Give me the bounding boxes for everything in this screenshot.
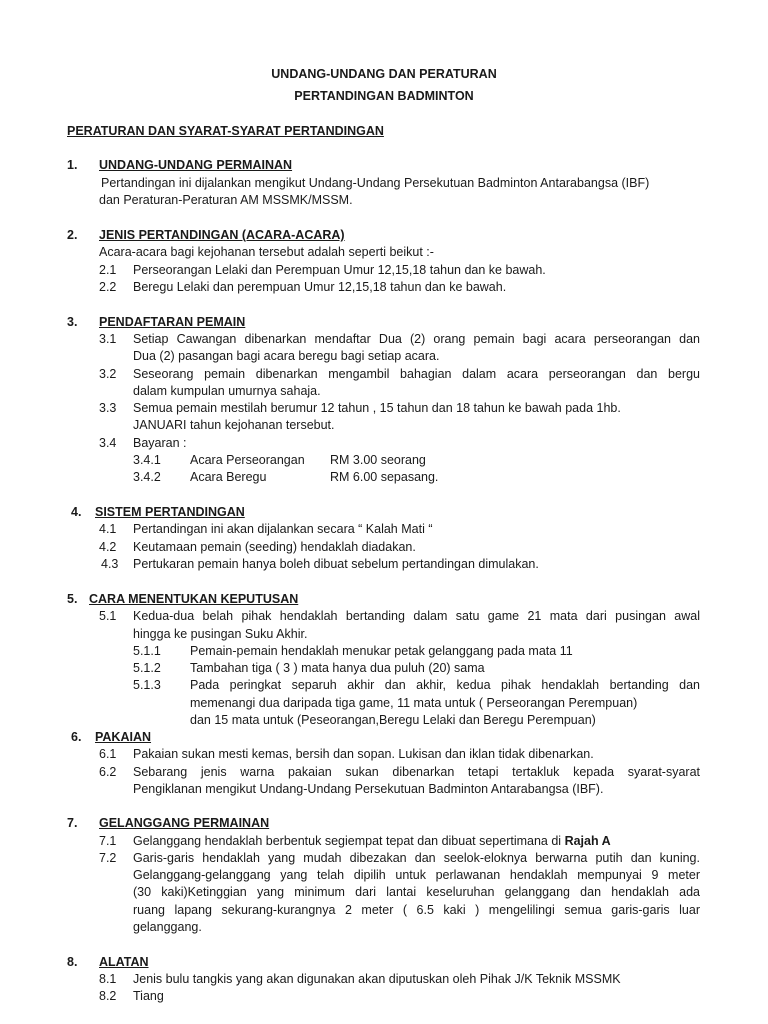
- fee-3-4-2-amount: RM 6.00 sepasang.: [330, 470, 439, 484]
- item-6-2-number: 6.2: [99, 765, 117, 779]
- item-4-1-number: 4.1: [99, 522, 117, 536]
- item-8-2-text: Tiang: [133, 989, 164, 1003]
- item-7-1-number: 7.1: [99, 834, 117, 848]
- item-3-3-text-line-1: Semua pemain mestilah berumur 12 tahun , 15 tahun dan 18 tahun ke bawah pada 1hb.: [133, 401, 621, 415]
- section-7-title: GELANGGANG PERMAINAN: [99, 816, 270, 830]
- item-2-1-text: Perseorangan Lelaki dan Perempuan Umur 12,15,18 tahun dan ke bawah.: [133, 263, 546, 277]
- item-3-4-text: Bayaran :: [133, 436, 187, 450]
- item-4-2-text: Keutamaan pemain (seeding) hendaklah diadakan.: [133, 540, 416, 554]
- item-4-1-text: Pertandingan ini akan dijalankan secara “ Kalah Mati “: [133, 522, 433, 536]
- item-3-2-number: 3.2: [99, 367, 117, 381]
- section-2-title: JENIS PERTANDINGAN (ACARA-ACARA): [99, 228, 345, 242]
- item-4-3-text: Pertukaran pemain hanya boleh dibuat sebelum pertandingan dimulakan.: [133, 557, 539, 571]
- item-3-1-text-line-1: Setiap Cawangan dibenarkan mendaftar Dua (2) orang pemain bagi acara perseorangan dan: [133, 332, 700, 346]
- section-3-title: PENDAFTARAN PEMAIN: [99, 315, 246, 329]
- section-5-title: CARA MENENTUKAN KEPUTUSAN: [89, 592, 299, 606]
- item-6-2-text-line-1: Sebarang jenis warna pakaian sukan dibenarkan tetapi tertakluk kepada syarat-syarat: [133, 765, 700, 779]
- section-8-title: ALATAN: [99, 955, 149, 969]
- fee-3-4-2-number: 3.4.2: [133, 470, 161, 484]
- item-3-1-text-line-2: Dua (2) pasangan bagi acara beregu bagi setiap acara.: [133, 349, 440, 363]
- item-2-1-number: 2.1: [99, 263, 117, 277]
- item-3-2-text-line-1: Seseorang pemain dibenarkan mengambil bahagian dalam acara perseorangan dan bergu: [133, 367, 700, 381]
- section-2-number: 2.: [67, 228, 78, 242]
- item-5-1-text-line-1: Kedua-dua belah pihak hendaklah bertanding dalam satu game 21 mata dari pusingan awal: [133, 609, 700, 623]
- section-1-number: 1.: [67, 158, 78, 172]
- doc-title-line-1: UNDANG-UNDANG DAN PERATURAN: [271, 67, 497, 81]
- fee-3-4-1-amount: RM 3.00 seorang: [330, 453, 426, 467]
- section-1-body-line-1: Pertandingan ini dijalankan mengikut Undang-Undang Persekutuan Badminton Antarabangsa (IBF): [101, 176, 650, 190]
- item-7-1-text-main: Gelanggang hendaklah berbentuk segiempat tepat dan dibuat sepertimana di: [133, 834, 562, 848]
- item-7-1-text: [133, 833, 611, 850]
- item-8-2-number: 8.2: [99, 989, 117, 1003]
- item-3-3-number: 3.3: [99, 401, 117, 415]
- item-6-1-number: 6.1: [99, 747, 117, 761]
- item-8-1-text: Jenis bulu tangkis yang akan digunakan akan diputuskan oleh Pihak J/K Teknik MSSMK: [133, 972, 621, 986]
- fee-3-4-2-label: Acara Beregu: [190, 470, 267, 484]
- item-7-2-text-line-4: ruang lapang sekurang-kurangnya 2 meter ( 6.5 kaki ) mengelilingi semua garis-garis luar: [133, 903, 700, 917]
- item-5-1-text-line-2: hingga ke pusingan Suku Akhir.: [133, 627, 308, 641]
- section-1-title: UNDANG-UNDANG PERMAINAN: [99, 158, 293, 172]
- item-7-2-number: 7.2: [99, 851, 117, 865]
- section-8-number: 8.: [67, 955, 78, 969]
- item-5-1-3-text-line-2: memenangi dua daripada tiga game, 11 mata untuk ( Perseorangan Perempuan): [190, 696, 638, 710]
- fee-3-4-1-label: Acara Perseorangan: [190, 453, 305, 467]
- fee-3-4-1-number: 3.4.1: [133, 453, 161, 467]
- item-5-1-2-number: 5.1.2: [133, 661, 161, 675]
- item-3-2-text-line-2: dalam kumpulan umurnya sahaja.: [133, 384, 321, 398]
- section-4-title: SISTEM PERTANDINGAN: [95, 505, 245, 519]
- item-5-1-number: 5.1: [99, 609, 117, 623]
- item-5-1-1-text: Pemain-pemain hendaklah menukar petak gelanggang pada mata 11: [190, 644, 573, 658]
- section-2-intro: Acara-acara bagi kejohanan tersebut adalah seperti beikut :-: [99, 245, 434, 259]
- item-7-2-text-line-1: Garis-garis hendaklah yang mudah dibezakan dan seelok-eloknya berwarna putih dan kuning.: [133, 851, 700, 865]
- item-7-1-figure-ref: Rajah A: [564, 834, 611, 848]
- item-5-1-3-text-line-3: dan 15 mata untuk (Peseorangan,Beregu Lelaki dan Beregu Perempuan): [190, 713, 596, 727]
- item-6-2-text-line-2: Pengiklanan mengikut Undang-Undang Persekutuan Badminton Antarabangsa (IBF).: [133, 782, 604, 796]
- item-4-2-number: 4.2: [99, 540, 117, 554]
- item-7-2-text-line-3: (30 kaki)Ketinggian yang minimum dari lantai keseluruhan gelanggang dan hendaklah ada: [133, 885, 700, 899]
- section-4-number: 4.: [71, 505, 82, 519]
- item-5-1-1-number: 5.1.1: [133, 644, 161, 658]
- section-5-number: 5.: [67, 592, 78, 606]
- section-6-number: 6.: [71, 730, 82, 744]
- section-1-body-line-2: dan Peraturan-Peraturan AM MSSMK/MSSM.: [99, 193, 353, 207]
- item-5-1-3-number: 5.1.3: [133, 678, 161, 692]
- item-4-3-number: 4.3: [101, 557, 119, 571]
- item-3-4-number: 3.4: [99, 436, 117, 450]
- item-2-2-text: Beregu Lelaki dan perempuan Umur 12,15,18 tahun dan ke bawah.: [133, 280, 507, 294]
- main-heading: PERATURAN DAN SYARAT-SYARAT PERTANDINGAN: [67, 124, 384, 138]
- item-2-2-number: 2.2: [99, 280, 117, 294]
- section-6-title: PAKAIAN: [95, 730, 152, 744]
- section-3-number: 3.: [67, 315, 78, 329]
- item-7-2-text-line-5: gelanggang.: [133, 920, 202, 934]
- item-7-2-text-line-2: Gelanggang-gelanggang yang telah dipilih untuk perlawanan hendaklah mempunyai 9 meter: [133, 868, 700, 882]
- item-3-1-number: 3.1: [99, 332, 117, 346]
- item-5-1-2-text: Tambahan tiga ( 3 ) mata hanya dua puluh (20) sama: [190, 661, 485, 675]
- item-6-1-text: Pakaian sukan mesti kemas, bersih dan sopan. Lukisan dan iklan tidak dibenarkan.: [133, 747, 594, 761]
- section-7-number: 7.: [67, 816, 78, 830]
- item-8-1-number: 8.1: [99, 972, 117, 986]
- item-3-3-text-line-2: JANUARI tahun kejohanan tersebut.: [133, 418, 335, 432]
- doc-title-line-2: PERTANDINGAN BADMINTON: [294, 89, 474, 103]
- item-5-1-3-text-line-1: Pada peringkat separuh akhir dan akhir, kedua pihak hendaklah bertanding dan: [190, 678, 700, 692]
